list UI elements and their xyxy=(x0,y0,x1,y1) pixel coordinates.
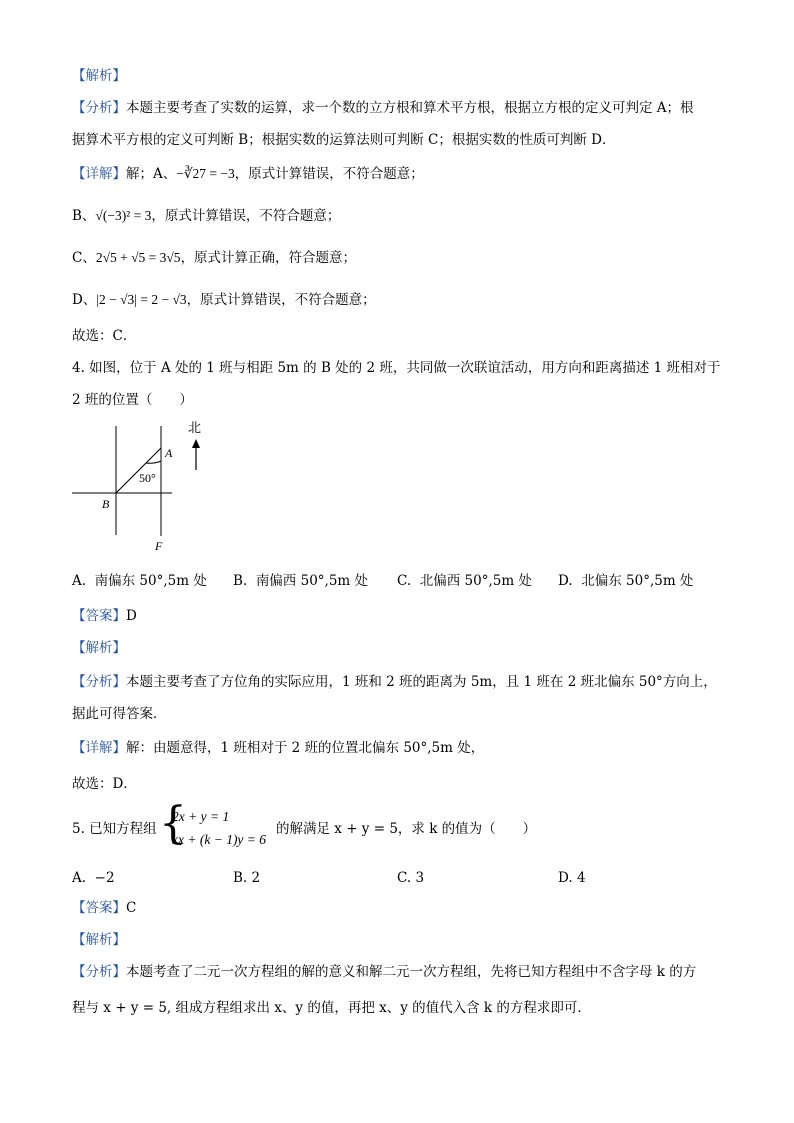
point-b-label: B xyxy=(102,497,110,511)
q3-detail-b xyxy=(72,206,340,226)
point-a-label: A xyxy=(165,446,173,460)
option-label: A. xyxy=(72,573,87,589)
q4-option-c xyxy=(397,571,532,591)
daan-tag: 【答案】 xyxy=(72,900,126,916)
q5-option-d xyxy=(558,868,586,888)
q3-detail-d xyxy=(72,290,376,310)
q5-option-a xyxy=(72,868,115,888)
option-text: 北偏东 50°,5m 处 xyxy=(581,573,694,589)
q4-answer-line xyxy=(72,606,137,626)
point-f-label: F xyxy=(155,539,163,553)
q5-answer-value: C xyxy=(126,900,137,916)
q4-detail-line xyxy=(72,738,484,758)
q5-option-c xyxy=(397,868,424,888)
q4-detail-text: 解：由题意得，1 班相对于 2 班的位置北偏东 50°,5m 处， xyxy=(126,740,485,756)
q3-b-text: ，原式计算错误，不符合题意； xyxy=(151,208,341,224)
q3-analysis-line2: 据算术平方根的定义可判断 B；根据实数的运算法则可判断 C；根据实数的性质可判断 D． xyxy=(72,132,616,148)
q3-a-expr: −∛27 = −3 xyxy=(176,166,235,181)
option-label: C. xyxy=(397,870,412,886)
q3-b-expr: √(−3)² = 3 xyxy=(95,208,152,223)
q4-answer-value: D xyxy=(126,608,137,624)
fenxi-tag: 【分析】 xyxy=(72,964,126,980)
q4-jiexi-heading: 【解析】 xyxy=(72,640,126,656)
q3-analysis-line1 xyxy=(72,98,694,118)
q4-stem-line1: 4. 如图，位于 A 处的 1 班与相距 5m 的 B 处的 2 班，共同做一次联谊活动，用方向和距离描述 1 班相对于 xyxy=(72,360,721,376)
q4-stem-line2: 2 班的位置（ ） xyxy=(72,392,193,408)
q5-stem-pre: 5. 已知方程组 xyxy=(72,821,157,837)
q5-option-b xyxy=(233,868,260,888)
fenxi-tag: 【分析】 xyxy=(72,100,126,116)
q5-analysis-line1 xyxy=(72,962,696,982)
q4-answer: 故选：D． xyxy=(72,776,137,792)
option-text: 南偏东 50°,5m 处 xyxy=(94,573,207,589)
q5-analysis-line2: 程与 x + y = 5, 组成方程组求出 x、y 的值，再把 x、y 的值代入含 k 的方程求即可． xyxy=(72,1000,591,1016)
option-label: B. xyxy=(233,870,248,886)
option-label: B. xyxy=(233,573,248,589)
fenxi-tag: 【分析】 xyxy=(72,674,126,690)
option-text: −2 xyxy=(94,870,115,886)
q4-option-b xyxy=(233,571,368,591)
q3-d-expr: |2 − √3| = 2 − √3 xyxy=(96,292,187,307)
option-text: 北偏西 50°,5m 处 xyxy=(419,573,532,589)
q5-jiexi-heading: 【解析】 xyxy=(72,932,126,948)
q5-equation-1: 2x + y = 1 xyxy=(172,809,230,824)
option-label: D. xyxy=(558,870,573,886)
system-brace: { xyxy=(159,798,187,849)
q3-d-prefix: D、 xyxy=(72,292,97,308)
q3-answer: 故选：C． xyxy=(72,328,137,344)
q5-answer-line xyxy=(72,898,136,918)
q5-stem-post: 的解满足 x + y = 5，求 k 的值为（ ） xyxy=(276,821,537,837)
north-arrow-icon xyxy=(192,439,200,448)
q4-figure xyxy=(66,412,216,557)
q5-analysis-text1: 本题考查了二元一次方程组的解的意义和解二元一次方程组，先将已知方程组中不含字母 k 的方 xyxy=(126,964,697,980)
q3-d-text: ，原式计算错误，不符合题意； xyxy=(186,292,376,308)
q4-analysis-line1 xyxy=(72,672,717,692)
q3-c-text: ，原式计算正确，符合题意； xyxy=(180,250,357,266)
option-text: 4 xyxy=(576,870,586,886)
q3-detail-a xyxy=(72,164,424,184)
option-label: A. xyxy=(72,870,87,886)
option-text: 2 xyxy=(251,870,261,886)
q3-detail-c xyxy=(72,248,356,268)
q5-equation-2: kx + (k − 1)y = 6 xyxy=(172,832,267,847)
option-label: C. xyxy=(397,573,412,589)
q3-a-prefix: 解；A、 xyxy=(126,166,177,182)
q4-option-a xyxy=(72,571,207,591)
xiangjie-tag: 【详解】 xyxy=(72,166,126,182)
option-text: 南偏西 50°,5m 处 xyxy=(255,573,369,589)
jiexi-heading: 【解析】 xyxy=(72,68,126,84)
angle-label: 50° xyxy=(139,471,156,485)
option-label: D. xyxy=(558,573,573,589)
xiangjie-tag: 【详解】 xyxy=(72,740,126,756)
q4-option-d xyxy=(558,571,693,591)
option-text: 3 xyxy=(415,870,425,886)
q4-analysis-text1: 本题主要考查了方位角的实际应用，1 班和 2 班的距离为 5m，且 1 班在 2 班北偏东 50°方向上， xyxy=(126,674,717,690)
q3-c-prefix: C、 xyxy=(72,250,96,266)
q3-b-prefix: B、 xyxy=(72,208,96,224)
daan-tag: 【答案】 xyxy=(72,608,126,624)
q3-a-text: ，原式计算错误，不符合题意； xyxy=(234,166,424,182)
q3-c-expr: 2√5 + √5 = 3√5 xyxy=(95,250,181,265)
q4-analysis-line2: 据此可得答案． xyxy=(72,706,167,722)
q3-analysis-text1: 本题主要考查了实数的运算，求一个数的立方根和算术平方根，根据立方根的定义可判定 A；根 xyxy=(126,100,694,116)
north-label: 北 xyxy=(188,421,202,436)
